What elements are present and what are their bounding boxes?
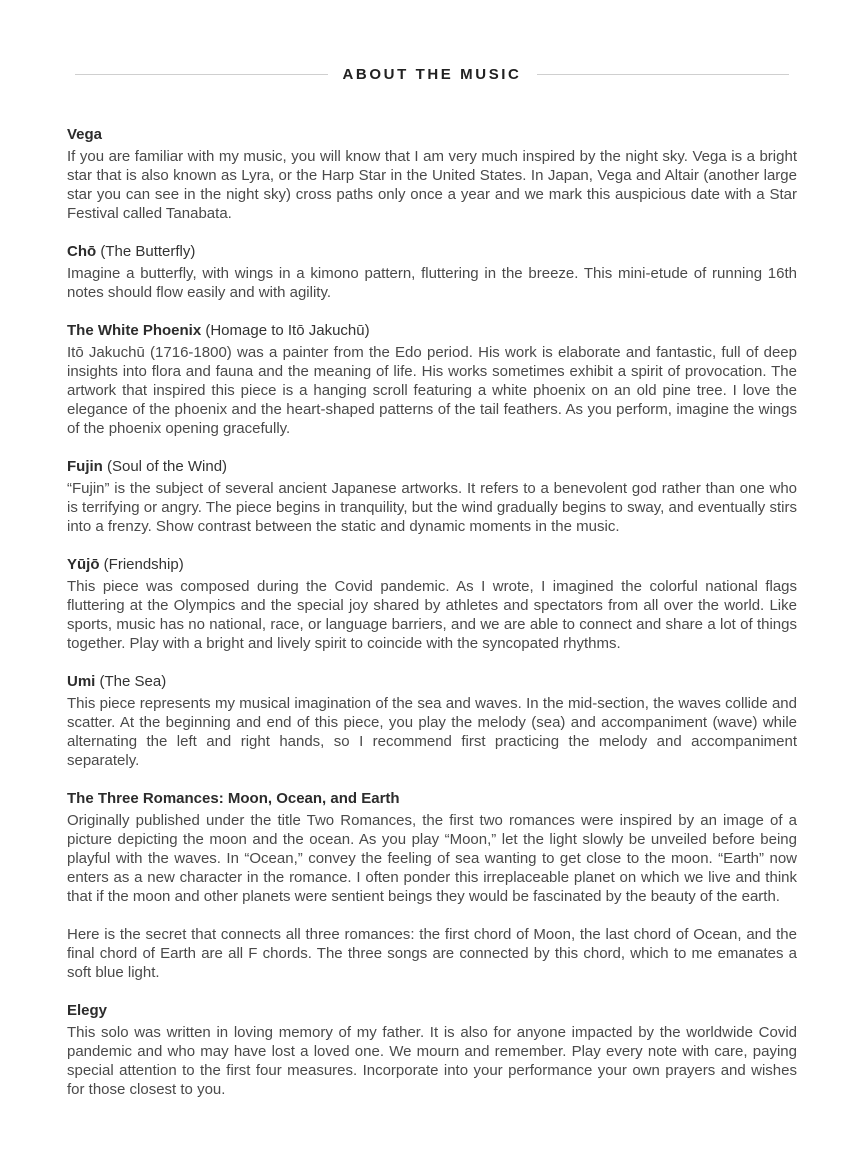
section-heading <box>67 789 797 808</box>
section-paragraph: Here is the secret that connects all three romances: the first chord of Moon, the last chord of Ocean, and the final chord of Earth are all F chords. The three songs are connected by this chord, which to me emanates a soft blue light. <box>67 926 797 981</box>
section-subtitle: (The Sea) <box>95 673 167 690</box>
section-title: Umi <box>67 673 96 690</box>
section-fujin <box>67 457 797 536</box>
section-vega <box>67 125 797 223</box>
section-yujo <box>67 555 797 653</box>
section-umi <box>67 672 797 770</box>
section-three-romances <box>67 789 797 982</box>
section-subtitle: (Friendship) <box>99 556 184 573</box>
divider-line-left <box>75 74 328 75</box>
section-title: The Three Romances: Moon, Ocean, and Earth <box>67 790 400 807</box>
section-subtitle: (Soul of the Wind) <box>102 458 228 475</box>
section-subtitle: (The Butterfly) <box>96 243 196 260</box>
section-heading <box>67 672 797 691</box>
section-heading <box>67 1001 797 1020</box>
section-heading <box>67 321 797 340</box>
section-paragraph: Itō Jakuchū (1716-1800) was a painter from the Edo period. His work is elaborate and fantastic, full of deep insights into flora and fauna and the meaning of life. His works sometimes exhibit a spirit of provocation. The artwork that inspired this piece is a hanging scroll featuring a white phoenix on an old pine tree. I love the elegance of the phoenix and the heart-shaped patterns of the tail feathers. As you perform, imagine the wings of the phoenix opening gracefully. <box>67 344 797 437</box>
page-header <box>75 66 789 83</box>
section-paragraph: Originally published under the title Two Romances, the first two romances were inspired by an image of a picture depicting the moon and the ocean. As you play “Moon,” let the light slowly be unveiled before being playful with the waves. In “Ocean,” convey the feeling of sea wanting to get close to the moon. “Earth” now enters as a new character in the romance. I often ponder this irreplaceable planet on which we live and think that if the moon and other planets were sentient beings they would be fascinated by the beauty of the earth. <box>67 812 797 905</box>
section-elegy <box>67 1001 797 1099</box>
section-title: The White Phoenix <box>67 322 202 339</box>
section-paragraph: “Fujin” is the subject of several ancient Japanese artworks. It refers to a benevolent god rather than one who is terrifying or angry. The piece begins in tranquility, but the wind gradually begins to sway, and eventually stirs into a frenzy. Show contrast between the static and dynamic moments in the music. <box>67 480 797 535</box>
page-title: ABOUT THE MUSIC <box>342 66 522 83</box>
section-paragraph: This piece represents my musical imagination of the sea and waves. In the mid-section, the waves collide and scatter. At the beginning and end of this piece, you play the melody (sea) and accompaniment (wave) while alternating the left and right hands, so I recommend first practicing the melody and accompaniment separately. <box>67 695 797 769</box>
section-heading <box>67 125 797 144</box>
section-heading <box>67 242 797 261</box>
divider-line-right <box>537 74 790 75</box>
section-paragraph: Imagine a butterfly, with wings in a kimono pattern, fluttering in the breeze. This mini-etude of running 16th notes should flow easily and with agility. <box>67 265 797 301</box>
section-heading <box>67 555 797 574</box>
section-paragraph: This piece was composed during the Covid pandemic. As I wrote, I imagined the colorful national flags fluttering at the Olympics and the special joy shared by athletes and spectators from all over the world. Like sports, music has no national, race, or language barriers, and we are able to connect and share a lot of things together. Play with a bright and lively spirit to coincide with the syncopated rhythms. <box>67 578 797 652</box>
section-title: Yūjō <box>67 556 100 573</box>
section-title: Vega <box>67 126 103 143</box>
section-paragraph: This solo was written in loving memory of my father. It is also for anyone impacted by the worldwide Covid pandemic and who may have lost a loved one. We mourn and remember. Play every note with care, paying special attention to the first four measures. Incorporate into your performance your own prayers and wishes for those closest to you. <box>67 1024 797 1098</box>
section-title: Elegy <box>67 1002 108 1019</box>
section-paragraph: If you are familiar with my music, you will know that I am very much inspired by the night sky. Vega is a bright star that is also known as Lyra, or the Harp Star in the United States. In Japan, Vega and Altair (another large star you can see in the night sky) cross paths only once a year and we mark this auspicious date with a Star Festival called Tanabata. <box>67 148 797 222</box>
section-title: Chō <box>67 243 97 260</box>
section-cho <box>67 242 797 302</box>
section-white-phoenix <box>67 321 797 438</box>
section-heading <box>67 457 797 476</box>
section-subtitle: (Homage to Itō Jakuchū) <box>201 322 370 339</box>
section-title: Fujin <box>67 458 103 475</box>
